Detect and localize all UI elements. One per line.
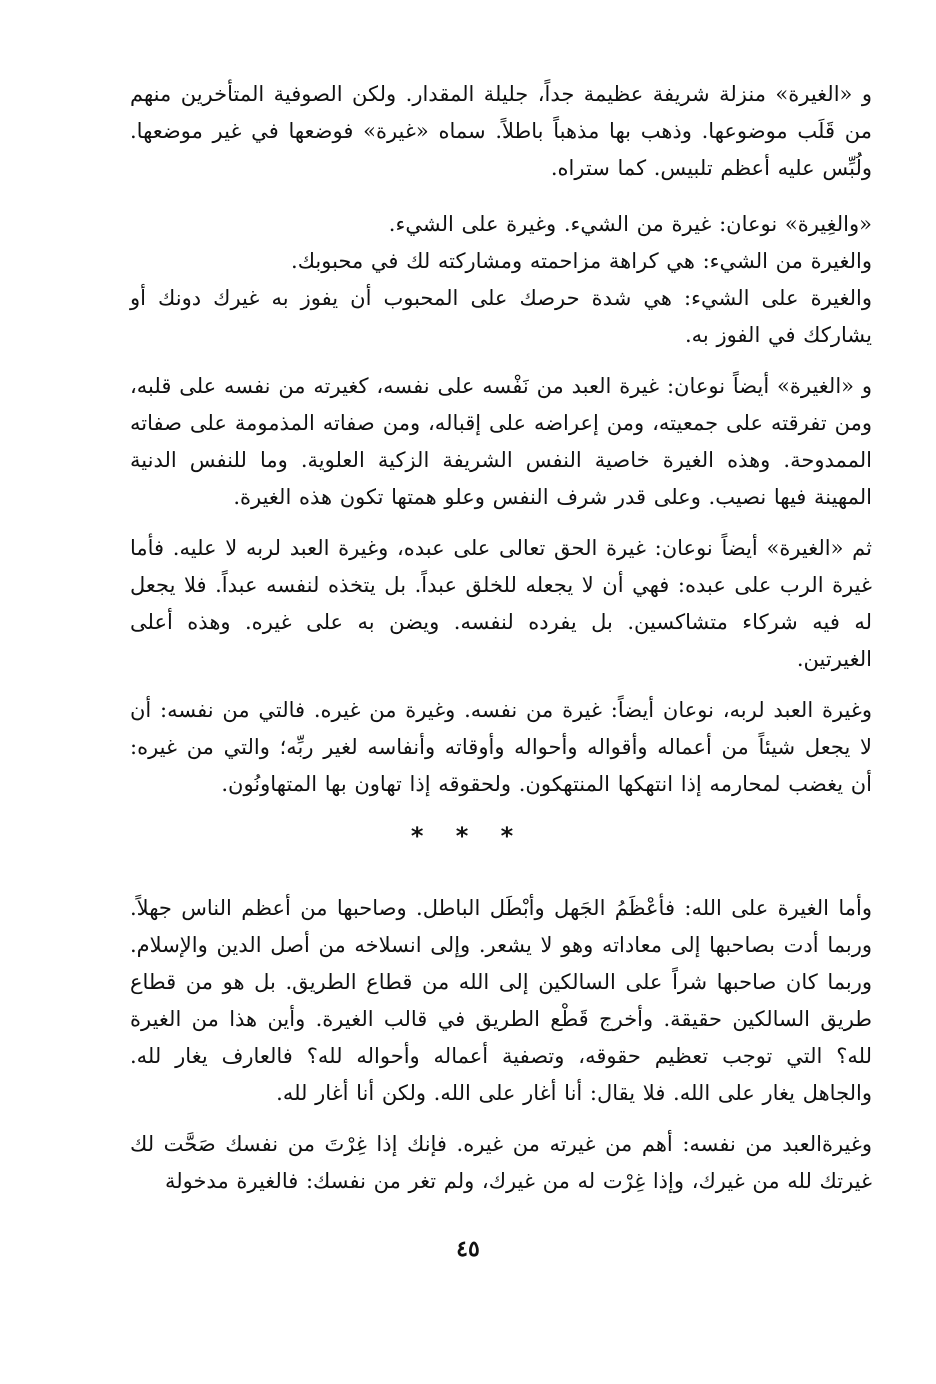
paragraph-ghira-of-self: وغيرةالعبد من نفسه: أهم من غيرته من غيره. فإنك إذا غِرْتَ من نفسك صَحَّت لك غيرتك لله من غيرك، وإذا غِرْت له من غيرك، ولم تغر من نفسك: فالغيرة مدخولة — [130, 1132, 872, 1193]
paragraph-two-types: «والغِيرة» نوعان: غيرة من الشيء. وغيرة على الشيء. — [388, 212, 872, 236]
page-number: ٤٥ — [456, 1236, 480, 1262]
paragraph-ghira-over: والغيرة على الشيء: هي شدة حرصك على المحبوب أن يفوز به غيرك دونك أو يشاركك في الفوز به. — [130, 286, 872, 347]
section-separator: * * * — [410, 822, 526, 850]
paragraph-ghira-from: والغيرة من الشيء: هي كراهة مزاحمته ومشاركته لك في محبوبك. — [291, 249, 872, 273]
paragraph-divine-ghira: ثم «الغيرة» أيضاً نوعان: غيرة الحق تعالى على عبده، وغيرة العبد لربه لا عليه. فأما غيرة الرب على عبده: فهي أن لا يجعله للخلق عبداً. بل يتخذه لنفسه عبداً. فلا يجعل له فيه شركاء متشاكسين. بل يفرده لنفسه. ويضن به على غيره. وهذه أعلى الغيرتين. — [130, 536, 872, 671]
paragraph-self-ghira: و «الغيرة» أيضاً نوعان: غيرة العبد من نَفْسه على نفسه، كغيرته من نفسه على قلبه، ومن تفرقته على جمعيته، ومن إعراضه على إقباله، ومن صفاته المذمومة على صفاته الممدوحة. وهذه الغيرة خاصية النفس الشريفة الزكية العلوية. وما للنفس الدنية المهينة فيها نصيب. وعلى قدر شرف النفس وعلو همتها تكون هذه الغيرة. — [130, 374, 872, 509]
paragraph-ghira-on-allah: وأما الغيرة على الله: فأعْظَمُ الجَهل وأبْطَل الباطل. وصاحبها من أعظم الناس جهلاً. وربما أدت بصاحبها إلى معاداته وهو لا يشعر. وإلى انسلاخه من أصل الدين والإسلام. وربما كان صاحبها شراً على السالكين إلى الله من قطاع الطريق. بل هو من قطاع طريق السالكين حقيقة. وأخرج قَطْع الطريق في قالب الغيرة. وأين هذا من الغيرة لله؟ التي توجب تعظيم حقوقه، وتصفية أعماله وأحواله لله؟ فالعارف يغار لله. والجاهل يغار على الله. فلا يقال: أنا أغار على الله. ولكن أنا أغار لله. — [130, 896, 872, 1105]
paragraph-servant-ghira: وغيرة العبد لربه، نوعان أيضاً: غيرة من نفسه. وغيرة من غيره. فالتي من نفسه: أن لا يجعل شيئاً من أعماله وأقواله وأحواله وأوقاته وأنفاسه لغير ربِّه؛ والتي من غيره: أن يغضب لمحارمه إذا انتهكها المنتهكون. ولحقوقه إذا تهاون بها المتهاونُون. — [130, 698, 872, 796]
paragraph-ghira-definition: و «الغيرة» منزلة شريفة عظيمة جداً، جليلة المقدار. ولكن الصوفية المتأخرين منهم من قَلَب موضوعها. وذهب بها مذهباً باطلاً. سماه «غيرة» فوضعها في غير موضعها. ولُبِّس عليه أعظم تلبيس. كما ستراه. — [130, 82, 872, 180]
